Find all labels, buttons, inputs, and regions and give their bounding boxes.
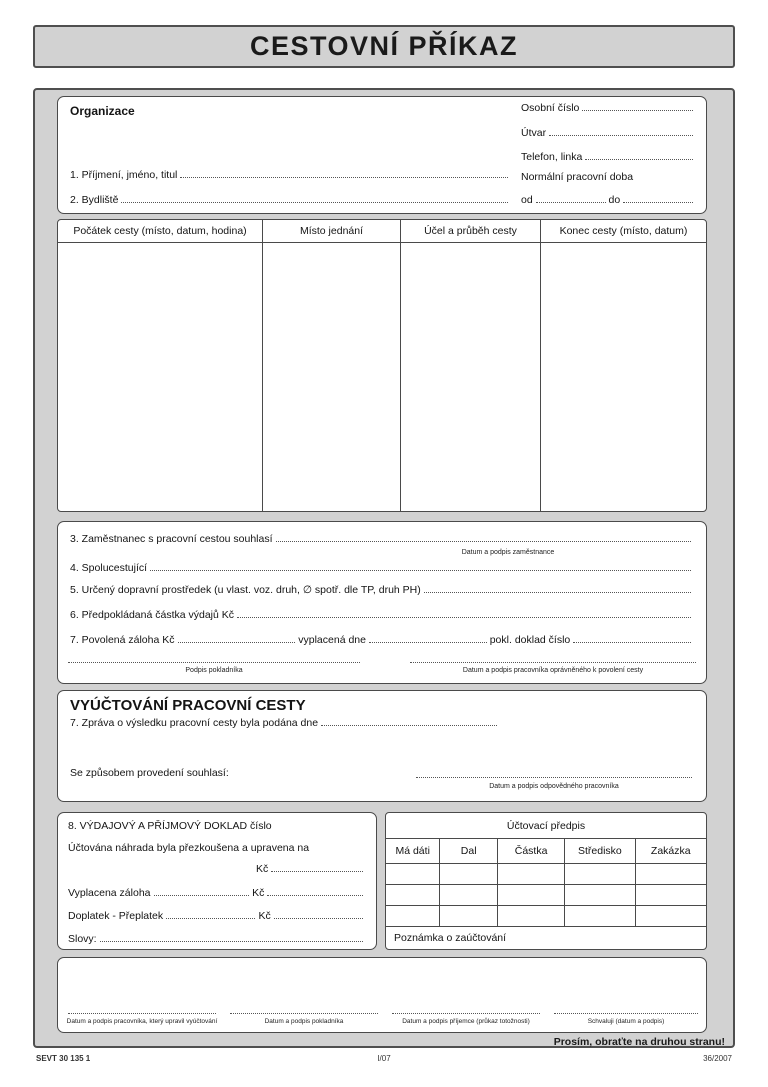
journey-col-header: Místo jednání [263,220,401,243]
footer-edition: I/07 [377,1054,391,1063]
footer-print-code: 36/2007 [703,1054,732,1063]
personal-number-label: Osobní číslo [521,102,580,114]
settlement-box [57,690,707,802]
report-date-label: 7. Zpráva o výsledku pracovní cesty byla podána dne [70,717,319,729]
journey-col-header: Konec cesty (místo, datum) [541,220,706,243]
item7-doc-entry-line [573,642,691,643]
item6-field [70,609,694,621]
authorizer-signature-line [410,662,696,663]
adjusted-kc-label: Kč [256,863,269,875]
org-info-box [57,96,707,214]
form-title: CESTOVNÍ PŘÍKAZ [249,31,519,61]
accounting-cell [498,864,565,885]
accounting-cell [636,864,706,885]
signature-line [68,1013,216,1014]
department-label: Útvar [521,127,547,139]
accounting-cell [636,885,706,906]
journey-cell-end [541,243,706,511]
item7-field [70,634,694,646]
signature-line [392,1013,540,1014]
accounting-cell [440,885,498,906]
journey-cell-start [58,243,263,511]
expense-checked-label: Účtována náhrada byla přezkoušena a upravena na [68,842,310,854]
accounting-cell [498,885,565,906]
journey-cell-place [263,243,401,511]
residence-field [70,194,511,206]
accounting-cell [440,864,498,885]
department-entry-line [549,135,693,136]
expense-doc-title: 8. VÝDAJOVÝ A PŘÍJMOVÝ DOKLAD číslo [68,820,272,832]
form-title-bar [33,25,735,68]
adjusted-amount-field [256,863,366,875]
accounting-col-header: Dal [440,839,498,864]
accounting-col-header: Částka [498,839,565,864]
words-entry-line [100,941,363,942]
advance-entry-line [154,895,250,896]
accounting-col-header: Má dáti [386,839,440,864]
phone-label: Telefon, linka [521,151,583,163]
signature-label-approver: Schvaluji (datum a podpis) [587,1018,665,1025]
responsible-signature-label: Datum a podpis odpovědného pracovníka [489,783,619,790]
accounting-cell [386,864,440,885]
accounting-cell [565,885,635,906]
phone-field [521,151,696,163]
journey-col-header: Počátek cesty (místo, datum, hodina) [58,220,263,243]
balance-kc-label: Kč [258,910,271,922]
balance-amount-entry-line [274,918,363,919]
expense-doc-box [57,812,377,950]
balance-label: Doplatek - Přeplatek [68,910,164,922]
signature-label-cashier: Datum a podpis pokladníka [264,1018,344,1025]
footer-form-code: SEVT 30 135 1 [36,1054,91,1063]
accounting-cell [565,864,635,885]
signature-label-recipient: Datum a podpis příjemce (průkaz totožnosti) [402,1018,530,1025]
accounting-table [385,812,707,950]
accounting-col-header: Zakázka [636,839,706,864]
item7-label: 7. Povolená záloha Kč [70,634,175,646]
amount-in-words-field [68,933,366,945]
hours-range-field [521,194,696,206]
agree-label: Se způsobem provedení souhlasí: [70,767,229,779]
settlement-title: VYÚČTOVÁNÍ PRACOVNÍ CESTY [70,697,306,714]
item6-entry-line [237,617,691,618]
item3-label: 3. Zaměstnanec s pracovní cestou souhlasí [70,533,273,545]
accounting-cell [636,906,706,927]
advance-paid-field [68,887,366,899]
advance-kc-label: Kč [252,887,265,899]
item4-field [70,562,694,574]
cashier-signature-line [68,662,360,663]
page-footer [36,1054,732,1063]
item5-field [70,584,694,596]
advance-amount-entry-line [267,895,363,896]
accounting-col-header: Středisko [565,839,635,864]
journey-cell-purpose [401,243,541,511]
journey-col-header: Účel a průběh cesty [401,220,541,243]
authorizer-signature-label: Datum a podpis pracovníka oprávněného k povolení cesty [462,667,644,674]
to-entry-line [623,202,693,203]
name-field [70,169,511,181]
advance-paid-label: Vyplacena záloha [68,887,151,899]
responsible-signature-line [416,777,692,778]
item3-field [70,533,694,545]
signatures-box [57,957,707,1033]
from-label: od [521,194,533,206]
item4-entry-line [150,570,691,571]
organization-label: Organizace [70,104,135,118]
report-date-field [70,717,500,729]
words-label: Slovy: [68,933,97,945]
department-field [521,127,696,139]
accounting-cell [440,906,498,927]
item3-sub-label: Datum a podpis zaměstnance [461,549,555,556]
accounting-title: Účtovací předpis [386,813,706,839]
signature-line [554,1013,698,1014]
item7-doc-label: pokl. doklad číslo [489,634,571,646]
accounting-note-label: Poznámka o zaúčtování [394,932,507,944]
name-label: 1. Příjmení, jméno, titul [70,169,178,181]
to-label: do [608,194,621,206]
accounting-cell [386,885,440,906]
item7-date-entry-line [369,642,487,643]
item7-amount-entry-line [178,642,296,643]
personal-number-field [521,102,696,114]
balance-field [68,910,366,922]
phone-entry-line [585,159,693,160]
accounting-cell [498,906,565,927]
normal-hours-label: Normální pracovní doba [521,171,634,183]
cashier-signature-label: Podpis pokladníka [185,667,243,674]
item6-label: 6. Předpokládaná částka výdajů Kč [70,609,235,621]
residence-entry-line [121,202,508,203]
report-date-entry-line [321,725,497,726]
signature-line [230,1013,378,1014]
adjusted-amount-entry-line [271,871,363,872]
residence-label: 2. Bydliště [70,194,119,206]
personal-number-entry-line [582,110,693,111]
balance-entry-line [166,918,255,919]
item7-paid-label: vyplacená dne [298,634,366,646]
turn-page-note: Prosím, obraťte na druhou stranu! [553,1036,725,1048]
items-box [57,521,707,684]
name-entry-line [180,177,508,178]
signature-label-adjuster: Datum a podpis pracovníka, který upravil vyúčtování [66,1018,218,1025]
accounting-cell [565,906,635,927]
accounting-grid [386,839,706,927]
accounting-cell [386,906,440,927]
form-body [33,88,735,1048]
item5-label: 5. Určený dopravní prostředek (u vlast. voz. druh, ∅ spotř. dle TP, druh PH) [70,584,421,596]
journey-table [57,219,707,512]
from-entry-line [536,202,606,203]
item5-entry-line [424,592,691,593]
item3-entry-line [276,541,691,542]
item4-label: 4. Spolucestující [70,562,148,574]
